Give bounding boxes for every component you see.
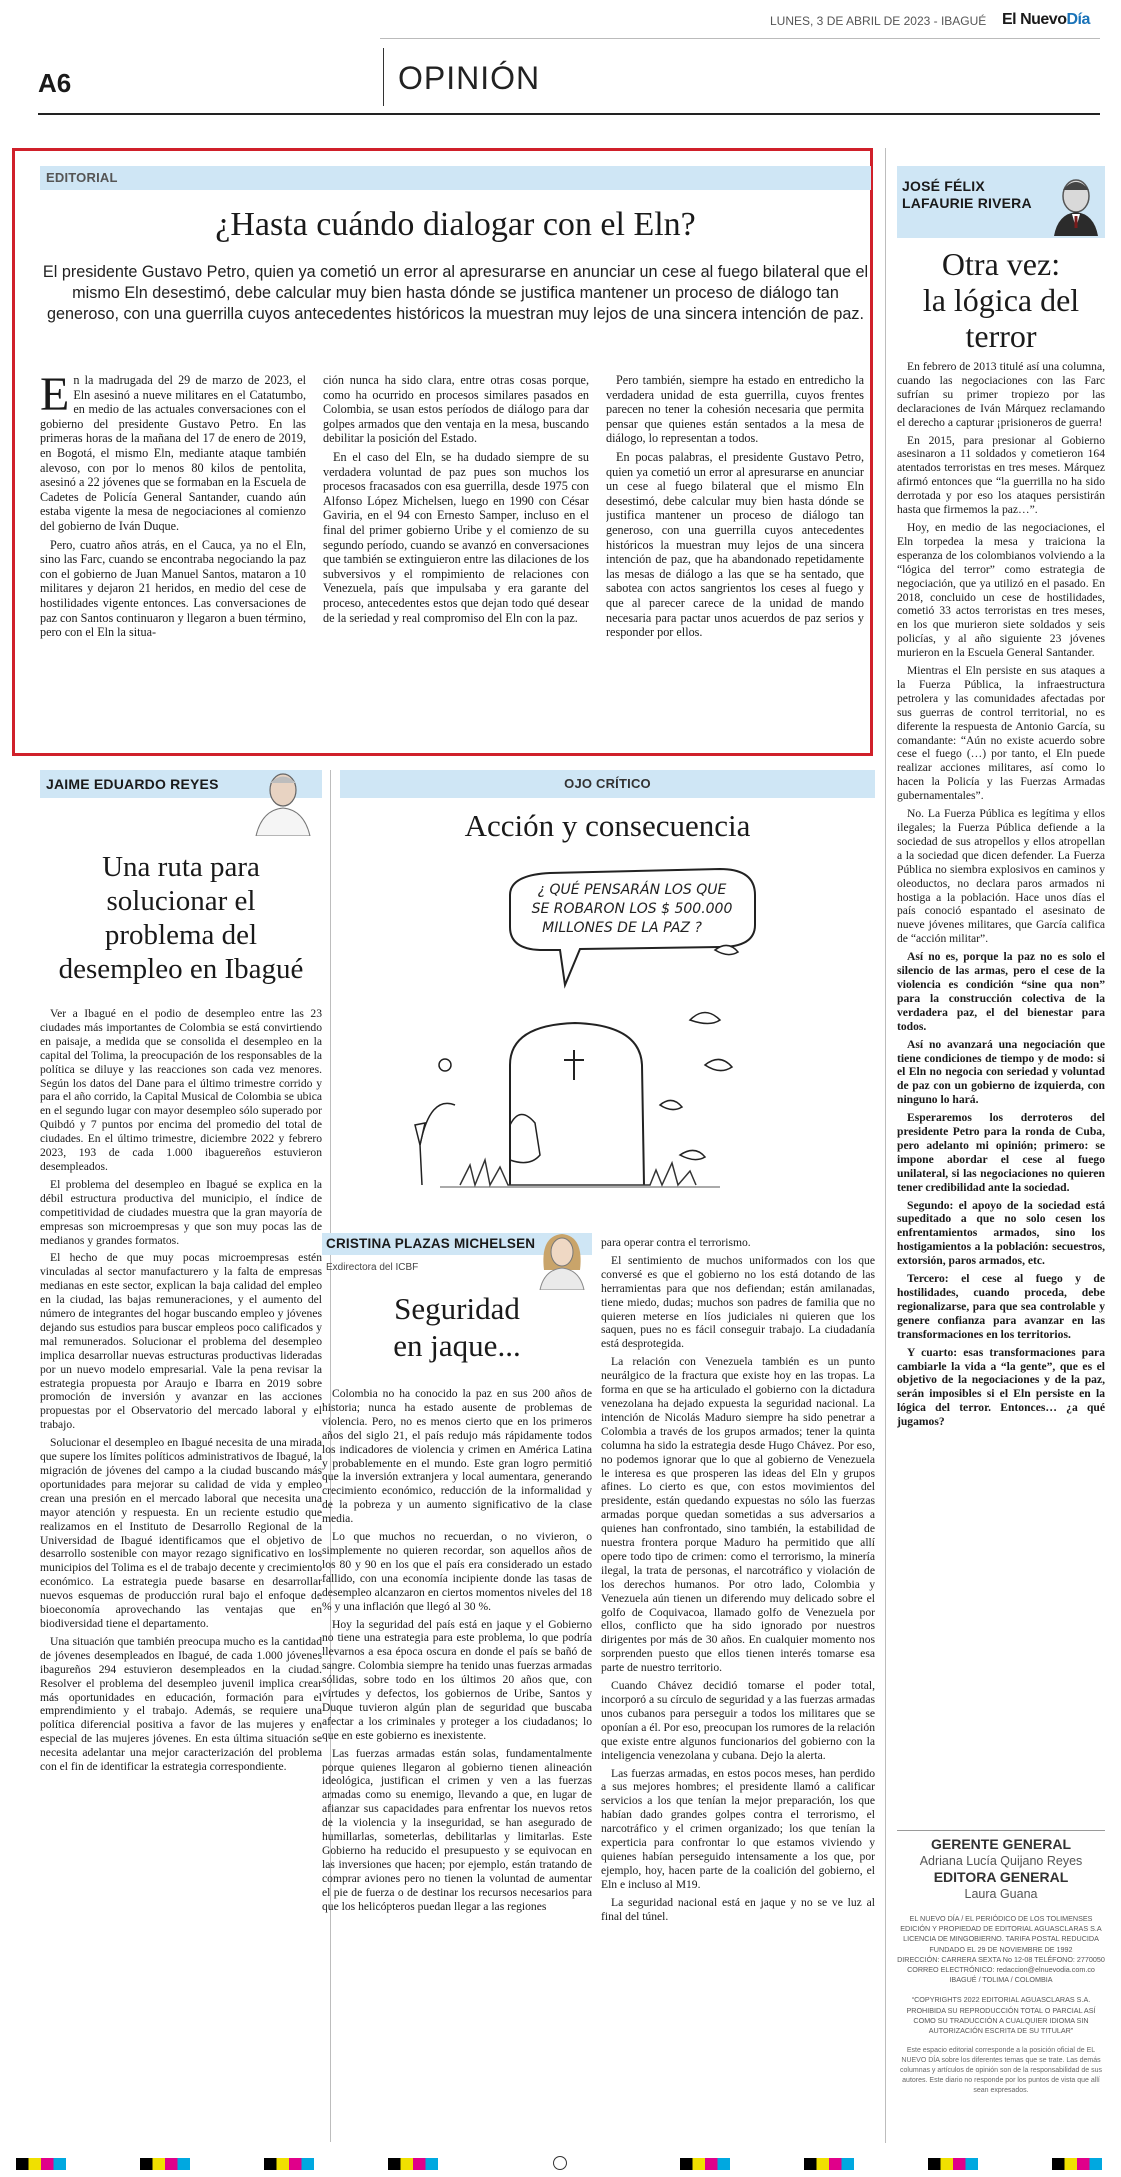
editorial-paragraph: Pero también, siempre ha estado en entredicho la verdadera unidad de esta guerrilla, cuyos frentes parecen no tener la cohesión necesaria que permita pensar que quienes están sentados a la mesa de diálogo, lo representan a todos.	[606, 373, 864, 446]
column-title-line: problema del	[104, 919, 258, 951]
body-paragraph: Una situación que también preocupa mucho es la cantidad de jóvenes desempleados en Ibagué, de cada 1.000 jóvenes ibagureños 294 estuvieron desempleados en la ciudad. Resolver el problema del desempleo juvenil implica crear más oportunidades en educación, formación para el emprendimiento y el trabajo. Además, se requiere una política diferencial positiva a favor de las mujeres y en especial de las mujeres jóvenes. En esta última situación se necesita adelantar una mejor caracterización del problema con el fin de identificar la estrategia correspondiente.	[40, 1634, 322, 1774]
legal-line: DIRECCIÓN: CARRERA SEXTA No 12-08 TELÉFONO: 2770050	[897, 1954, 1105, 1964]
column-title-line: solucionar el	[106, 885, 256, 917]
editorial-lede: El presidente Gustavo Petro, quien ya cometió un error al apresurarse en anunciar un cese al fuego bilateral que el mismo Eln desestimó, debe calcular muy bien hasta dónde se justifica mantener un proceso de diálogo tan generoso, con una guerrilla cuyos antecedentes históricos la muestran muy lejos de una sincera intención de paz.	[42, 263, 869, 323]
gerente-name: Adriana Lucía Quijano Reyes	[919, 1854, 1083, 1868]
plazas-column-2	[601, 1236, 875, 2142]
body-paragraph: El sentimiento de muchos uniformados con los que conversé es que el gobierno no los está dotando de las herramientas para que nos defiendan; están amilanadas, tiene miedo, dudas; muchos son padres de familia que no quieren meterse en líos judiciales ni quieren que los saquen, pues no es fácil conseguir trabajo. La ciudadanía está desprotegida.	[601, 1253, 875, 1351]
author-name-line: JOSÉ FÉLIX	[902, 178, 985, 194]
body-paragraph: La seguridad nacional está en jaque y no se ve luz al final del túnel.	[601, 1895, 875, 1923]
column-title-line: la lógica del	[922, 282, 1080, 318]
newspaper-logo[interactable]	[1002, 11, 1090, 29]
author-name: JAIME EDUARDO REYES	[46, 776, 219, 792]
flower-drawing	[420, 1103, 455, 1185]
editorial-label: EDITORIAL	[40, 166, 871, 190]
column-title-line: Una ruta para	[102, 851, 260, 883]
author-role: Exdirectora del ICBF	[326, 1262, 419, 1273]
cartoon-illustration	[360, 855, 860, 1235]
body-paragraph: En febrero de 2013 titulé así una columna, cuando las negociaciones con las Farc sufrían su primer tropiezo por las declaraciones de Iván Márquez reclamando el derecho a capturar ¡prisioneros de guerra!	[897, 360, 1105, 429]
page-number: A6	[38, 68, 72, 98]
plazas-column-1	[322, 1387, 592, 2142]
legal-line: LICENCIA DE MINGOBIERNO. TARIFA POSTAL REDUCIDA	[903, 1934, 1099, 1944]
editorial-title: ¿Hasta cuándo dialogar con el Eln?	[215, 206, 696, 243]
body-paragraph-bold: Así no es, porque la paz no es solo el silencio de las armas, pero el cese de la violencia es condición “sine qua non” para la construcción colectiva de la verdadera paz, el del bienestar para todos.	[897, 950, 1105, 1033]
body-paragraph: Ver a Ibagué en el podio de desempleo entre las 23 ciudades más importantes de Colombia se está convirtiendo en paisaje, a medida que se consolida el desempleo en la capital del Tolima, la preocupación de los responsables de la política se diluye y las reacciones son cada vez menores. Según los datos del Dane para el último trimestre corrido y para el año corrido, la Capital Musical de Colombia se ubica en el segundo lugar con mayor desempleo sólo superado por Quibdó y 7 puntos por encima del promedio del total de ciudades. En el último trimestre, diciembre 2022 y febrero 2023, 193 de cada 1.000 ibaguereños estuvieron desempleados.	[40, 1007, 322, 1173]
editorial-column-1	[40, 373, 306, 748]
body-paragraph: Hoy, en medio de las negociaciones, el Eln torpedea la mesa y traiciona la esperanza de los colombianos volviendo a la “lógica del terror” como estrategia de negociación, que ya utilizó en el pasado. En 2018, concluido un cese de hostilidades, cometió 33 actos terroristas en tres meses, en los que murieron siete soldados y seis policías, y al año siguiente 23 jóvenes murieron en la Escuela General Santander.	[897, 520, 1105, 660]
editorial-paragraph: ción nunca ha sido clara, entre otras cosas porque, como ha ocurrido en procesos similares pasados en Colombia, se usan estos períodos de diálogo para dar golpes armados que den ventaja en la mesa, buscando debilitar la posición del Estado.	[323, 373, 589, 446]
logo-text-b: Día	[1066, 11, 1090, 28]
stone-drawing	[690, 1013, 720, 1024]
column-title-line: Seguridad	[394, 1291, 520, 1326]
avatar	[534, 1226, 590, 1290]
drop-cap: E	[40, 373, 70, 421]
speech-bubble-line: MILLONES DE LA PAZ ?	[542, 920, 702, 936]
body-paragraph: Las fuerzas armadas, en estos pocos meses, han perdido a sus mejores hombres; el presidente llamó a calificar servicios a los que tenían la mejor preparación, los que habían dado grandes golpes contra el terrorismo, el narcotráfico y el crimen organizado; los que tenían la experticia para confrontar lo que estamos viviendo y quienes habían perseguido intensamente a los que, por ejemplo, hoy, hacen parte de la coalición del gobierno, el Eln e incluso al M19.	[601, 1766, 875, 1891]
column-title-line: Otra vez:	[941, 246, 1061, 282]
legal-line: CORREO ELECTRÓNICO: redaccion@elnuevodia.com.co	[907, 1965, 1095, 1975]
editora-name: Laura Guana	[964, 1887, 1038, 1901]
body-paragraph: Colombia no ha conocido la paz en sus 200 años de historia; nunca ha estado ausente de problemas de violencia. Pero, no es menos cierto que en los primeros años del siglo 21, el país redujo más rápidamente todos los indicadores de violencia y crimen en América Latina y probablemente en el mundo. Este gran logro permitió que la inversión extranjera y local aumentara, generando crecimiento económico, reducción de la informalidad y de la pobreza y un aumento significativo de la clase media.	[322, 1387, 592, 1526]
copyright: “COPYRIGHTS 2022 EDITORIAL AGUASCLARAS S.A. PROHIBIDA SU REPRODUCCIÓN TOTAL O PARCIAL ASÍ COMO SU TRADUCCIÓN A CUALQUIER IDIOMA SIN AUTORIZACIÓN ESCRITA DE SU TITULAR”	[906, 1995, 1096, 2036]
body-paragraph-bold: Y cuarto: esas transformaciones para cambiarle la vida a “la gente”, que es el objetivo de la negociaciones y de la paz, serán imposibles si el Eln persiste en la lógica del terror. Entonces… ¿a qué jugamos?	[897, 1345, 1105, 1429]
author-name-line: LAFAURIE RIVERA	[902, 195, 1032, 211]
editora-label: EDITORA GENERAL	[933, 1869, 1069, 1885]
column-title-line: desempleo en Ibagué	[58, 953, 304, 985]
tombstone-drawing	[510, 1023, 644, 1185]
column-title-line: terror	[965, 318, 1037, 354]
body-paragraph: Hoy la seguridad del país está en jaque y el Gobierno no tiene una estrategia para este problema, lo que podría llevarnos a esa época oscura en donde el país se bañó de sangre. Colombia siempre ha tenido unas fuerzas armadas sólidas, sobre todo en los últimos 20 años que, con virtudes y defectos, los gobiernos de Uribe, Santos y Duque tuvieron algún plan de seguridad que buscaba afectar a los criminales y proteger a los ciudadanos; lo que en este gobierno es inexistente.	[322, 1617, 592, 1742]
cartoon-title: Acción y consecuencia	[464, 808, 751, 843]
body-paragraph: En 2015, para presionar al Gobierno asesinaron a 11 soldados y cometieron 164 atentados terroristas en tres meses. Márquez afirmó entonces que “la guerrilla no ha sido derrotada y por eso los ataques persistirán hasta que firmemos la paz…”.	[897, 433, 1105, 517]
body-paragraph: No. La Fuerza Pública es legítima y ellos ilegales; la Fuerza Pública defiende a la sociedad de sus atropellos y ellos atropellan a la sociedad que dicen defender. La Fuerza Pública no siembra explosivos en caminos y oleoductos, no declara paros armados ni hostiga a la población. Hace unos días el país conoció espantado el asesinato de nueve jóvenes militares, que García califica de “acción militar”.	[897, 807, 1105, 946]
section-title: OPINIÓN	[398, 60, 541, 96]
body-paragraph-bold: Así no avanzará una negociación que tiene condiciones de tiempo y de modo: si el Eln no negocia con seriedad y voluntad de paz con un gobierno de izquierda, con ninguno lo hará.	[897, 1037, 1105, 1107]
body-paragraph-bold: Esperaremos los derroteros del presidente Petro para la ronda de Cuba, pero adelanto mi opinión; primero: se impone abordar el cese al fuego unilateral, si las negociaciones no quieren tener credibilidad ante la sociedad.	[897, 1111, 1105, 1194]
author-name	[902, 178, 1032, 212]
editorial-column-2	[323, 373, 589, 748]
editorial-paragraph: En el caso del Eln, se ha dudado siempre de su verdadera voluntad de paz pues son muchos los procesos fracasados con esa guerrilla, desde 1975 con Alfonso López Michelsen, luego en 1990 con César Gaviria, en el 94 con Ernesto Samper, incluso en el final del primer gobierno Uribe y el comienzo de su segundo período, cuando se avanzó en conversaciones que también se extinguieron entre las dilaciones de los subversivos y el rompimiento de relaciones con Venezuela, país que impulsaba y era garante del proceso, antecedentes estos que dejan todo qué desear de la seriedad y real compromiso del Eln con la paz.	[323, 449, 589, 625]
column-title	[40, 850, 322, 986]
lafaurie-body	[897, 360, 1105, 1810]
body-paragraph: La relación con Venezuela también es un punto neurálgico de la fractura que existe hoy en las tropas. La forma en que se ha articulado el gobierno con la dictadura venezolana ha dejado expuesta la seguridad nacional. La intención de Nicolás Maduro siempre ha sido penetrar a Colombia a través de los grupos armados; tener la quinta columna ha sido la estrategia desde Hugo Chávez. Por eso, no podemos ignorar que lo que al gobierno de Venezuela le interesa es que prosperen las ideas del Eln y grupos afines. Lo cierto es que, con estos movimientos del presidente, están quedando expuestas no sólo las fuerzas armadas porque quedan sometidas a sus adversarios a quienes han confrontado, sino también, la estabilidad de nuestra frontera porque Maduro ha permitido que allí opere todo tipo de crimen: como el terrorismo, la minería ilegal, la trata de personas, el narcotráfico y violación de los derechos humanos. Por otro lado, Colombia y Venezuela aún tienen un diferendo muy delicado sobre el golfo de Coquivacoa, llamado golfo de Venezuela por ellos, conflicto que ha sido ignorado por nuestros dirigentes por más de 30 años. En cualquier momento nos sorprenden puesto que ellos tienen interés tomarse esa parte de nuestro territorio.	[601, 1355, 875, 1675]
gerente-label: GERENTE GENERAL	[930, 1836, 1071, 1852]
column-title	[897, 246, 1105, 354]
body-paragraph: Solucionar el desempleo en Ibagué necesita de una mirada que supere los límites políticos administrativos de Ibagué, la migración de jóvenes del campo a la ciudad buscando más oportunidades para mejorar su calidad de vida y empleo crean una presión en el mercado laboral que necesita una mayor atención y respuesta. En un reciente estudio que realizamos en el Instituto de Desarrollo Regional de la Universidad de Ibagué identificamos que el objetivo de desarrollo sostenible con mayor rezago significativo en los municipios del Tolima es el de trabajo decente y crecimiento económico. La estrategia puede basarse en desarrollar nuevos esquemas de producción rural bajo el enfoque de bioeconomía aprovechando las ventajas que en biodiversidad tiene el departamento.	[40, 1436, 322, 1630]
column-title-line: en jaque...	[393, 1328, 521, 1363]
legal-line: IBAGUÉ / TOLIMA / COLOMBIA	[949, 1975, 1053, 1985]
disclaimer: Este espacio editorial corresponde a la posición oficial de EL NUEVO DÍA sobre los diferentes temas que se trate. Las demás columnas y artículos de opinión son de la responsabilidad de sus autores. Este diario no responde por los puntos de vista que allí sean expresados.	[900, 2047, 1102, 2095]
color-registration-strip	[0, 2158, 1121, 2170]
logo-text-a: El Nuevo	[1002, 11, 1067, 28]
editorial-paragraph: En pocas palabras, el presidente Gustavo Petro, quien ya cometió un error al apresurarse en anunciar un cese al fuego bilateral que el mismo Eln desestimó, debe calcular muy bien hasta dónde se justifica mantener un proceso de diálogo tan generoso, con una guerrilla cuyos antecedentes históricos la muestran muy lejos de una sincera intención de paz, que ha abandonado repetidamente las mesas de diálogo a las que se ha sentado, que sabotea con actos sangrientos los ceses al fuego y que al parecer carece de la unidad de mando necesaria para pactar unos acuerdos de paz serios y responder por ellos.	[606, 449, 864, 640]
registration-mark-icon	[553, 2156, 567, 2170]
body-paragraph: El problema del desempleo en Ibagué se explica en la débil estructura productiva del municipio, el índice de competitividad de ciudades muestra que la gran mayoría de empresas son microempresas y que son muy pocas las de medianos y grandes formatos.	[40, 1177, 322, 1247]
avatar	[252, 766, 314, 836]
author-name: CRISTINA PLAZAS MICHELSEN	[326, 1236, 536, 1251]
reyes-body	[40, 1007, 322, 2142]
date-line: LUNES, 3 DE ABRIL DE 2023 - IBAGUÉ	[770, 14, 987, 28]
speech-bubble-line: ¿ QUÉ PENSARÁN LOS QUE	[537, 882, 727, 898]
legal-line: FUNDADO EL 29 DE NOVIEMBRE DE 1992	[929, 1944, 1073, 1954]
column-title	[322, 1290, 592, 1364]
body-paragraph: para operar contra el terrorismo.	[601, 1236, 751, 1249]
body-paragraph: Mientras el Eln persiste en sus ataques a la Fuerza Pública, la infraestructura petrolera y las comunidades afectadas por sus guerras de control territorial, no es diferente la respuesta de Antonio García, su comandante: “Aún no existe acuerdo sobre cese el fuego (…) por tanto, el Eln puede realizar acciones militares, así como lo hacen la Policía y las Fuerzas Armadas gubernamentales”.	[897, 664, 1105, 803]
speech-bubble-line: SE ROBARON LOS $ 500.000	[531, 901, 733, 917]
legal-line: EL NUEVO DÍA / EL PERIÓDICO DE LOS TOLIMENSES	[909, 1914, 1093, 1923]
credits-box	[897, 1836, 1105, 2096]
body-paragraph: Cuando Chávez decidió tomarse el poder total, incorporó a su círculo de seguridad y a las fuerzas armadas unos cubanos para perseguir a todos los militares que se oponían a él. Por eso, preocupan los rumores de la relación que existe entre algunos funcionarios del gobierno con la inteligencia venezolana y cubana. Dejo la alerta.	[601, 1679, 875, 1762]
avatar	[1050, 172, 1102, 236]
body-paragraph: Las fuerzas armadas están solas, fundamentalmente porque quienes llegaron al gobierno tienen alineación ideológica, justifican el crimen y ven a las fuerzas armadas como su enemigo, llevando a que, en lugar de afianzar sus capacidades para enfrentar los nuevos retos de la violencia y la inseguridad, se han asegurado de humillarlas, someterlas, debilitarlas y limitarlas. Este Gobierno ha reducido el presupuesto y se equivocan en las inversiones que hacen; por ejemplo, están tratando de comprar aviones pero no tienen la voluntad de aumentar el pie de fuerza o de destinar los recursos necesarios para que los helicópteros puedan llegar a las regiones	[322, 1746, 592, 1913]
editorial-paragraph: n la madrugada del 29 de marzo de 2023, el Eln asesinó a nueve militares en el Catatumbo, en medio de las actuales conversaciones con el gobierno del presidente Gustavo Petro. En las primeras horas de la mañana del 17 de enero de 2019, en Bogotá, el mismo Eln, mediante ataque también alevoso, con por lo menos 80 kilos de pentolita, asesinó a 22 jóvenes que se formaban en la Escuela de Cadetes de Policía General Santander, cuando aún estaba vigente la mesa de negociaciones al comienzo del gobierno de Iván Duque.	[40, 373, 306, 533]
cartoon-label: OJO CRÍTICO	[340, 770, 875, 798]
editorial-paragraph: Pero, cuatro años atrás, en el Cauca, ya no el Eln, sino las Farc, cuando se encontraba negociando la paz con el gobierno de Juan Manuel Santos, mataron a 10 militares y dejaron 21 heridos, en medio del cese de hostilidades vigente entonces. Las conversaciones de paz con Santos continuaron y llegaron a buen término, pero con el Eln la situa-	[40, 537, 306, 640]
body-paragraph: El hecho de que muy pocas microempresas estén vinculadas al sector manufacturero y la falta de empresas medianas en este sector, explican la baja calidad del empleo en la ciudad, las bajas remuneraciones, y el aumento del número de integrantes del hogar buscando empleo y jóvenes dejando sus estudios para buscar empleos poco calificados y mal remunerados. Solucionar el problema del desempleo implica desarrollar nuevas estructuras productivas lideradas por un nuevo modelo empresarial. Vale la pena revisar la estrategia propuesta por Araujo e Ibarra en 2019 sobre promoción de inversión y avanzar en las acciones propuestas por el Observatorio del mercado laboral y el trabajo.	[40, 1251, 322, 1432]
body-paragraph: Lo que muchos no recuerdan, o no vivieron, o simplemente no quieren recordar, son aquellos años de los 80 y 90 en los que el país era considerado un estado fallido, con una economía incipiente donde las tasas de desempleo alcanzaron en ciertos momentos niveles del 18 % y una inflación que llegó al 30 %.	[322, 1530, 592, 1613]
editorial-column-3	[606, 373, 864, 748]
body-paragraph-bold: Segundo: el apoyo de la sociedad está supeditado a que no solo cesen los enfrentamientos armados, sino los hostigamientos a la población: secuestros, extorsión, paros armados, etc.	[897, 1198, 1105, 1268]
legal-line: EDICIÓN Y PROPIEDAD DE EDITORIAL AGUASCLARAS S.A	[900, 1924, 1102, 1934]
body-paragraph-bold: Tercero: el cese al fuego y de hostilidades, cuando proceda, debe regionalizarse, para que sea controlable y genere confianza para avanzar en las transformaciones en los territorios.	[897, 1272, 1105, 1341]
